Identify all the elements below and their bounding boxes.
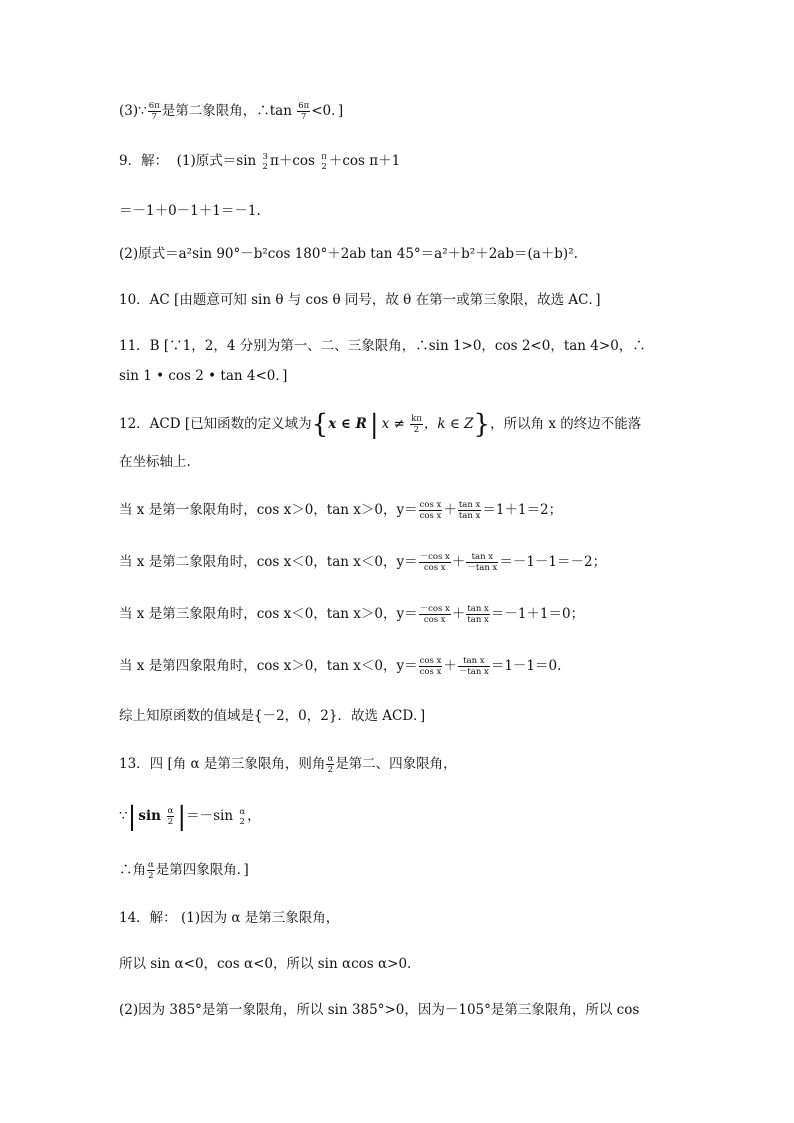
vertical-bar: | (369, 409, 379, 440)
text-line (119, 754, 457, 775)
left-brace: { (311, 409, 329, 440)
text: (3)∵ (119, 103, 147, 119)
numerator: tan x (458, 500, 481, 510)
text: ＝1＋1＝2； (482, 502, 563, 518)
fraction (147, 860, 155, 881)
denominator: －tan x (458, 667, 489, 677)
numerator: －cos x (419, 604, 450, 614)
text-line: 14．解： (1)因为 α 是第三象限角， (119, 910, 340, 926)
fraction (458, 500, 481, 521)
fraction (148, 101, 161, 122)
denominator: 2 (148, 871, 154, 881)
numerator: kπ (411, 414, 422, 424)
text: ， (247, 808, 261, 824)
denominator: 2 (239, 816, 245, 827)
numerator: α (148, 860, 154, 870)
text: ＝1－1＝0. (490, 658, 562, 674)
text: ＝－sin (186, 808, 238, 824)
text: ＝－1＋1＝0； (490, 606, 585, 622)
text: ，所以角 x 的终边不能落 (490, 416, 642, 432)
fraction (167, 806, 175, 827)
denominator: 2 (413, 425, 420, 435)
denominator: cos x (423, 563, 446, 573)
text-line (119, 552, 606, 573)
fraction (410, 414, 423, 435)
text-line: 11．B [∵1，2，4 分别为第一、二、三象限角，∴sin 1>0，cos 2<0，tan 4>0，∴ (119, 338, 646, 354)
text: π＋cos (269, 153, 320, 169)
text-line (119, 860, 249, 881)
denominator: 2 (262, 161, 268, 172)
text-line (119, 656, 561, 677)
set-condition: ，k ∈ Z (423, 416, 474, 432)
denominator: cos x (423, 615, 446, 625)
text-line: sin 1 • cos 2 • tan 4<0．] (119, 368, 288, 384)
fraction (297, 101, 310, 122)
text: 当 x 是第一象限角时，cos x＞0，tan x＞0，y＝ (119, 502, 418, 518)
set-condition: x ≠ (381, 416, 410, 432)
denominator: 2 (327, 765, 334, 775)
denominator: cos x (419, 667, 442, 677)
text: ∵ (119, 808, 128, 824)
plus: ＋ (443, 658, 457, 674)
text: 12．ACD [已知函数的定义域为 (119, 416, 312, 432)
text: 9．解： (1)原式＝sin (119, 153, 261, 169)
plus: ＋ (443, 502, 457, 518)
text-line: (2)因为 385°是第一象限角，所以 sin 385°>0，因为－105°是第三象限角，所以 cos (119, 1002, 640, 1018)
denominator: 7 (151, 112, 157, 122)
fraction (458, 656, 490, 677)
fraction (262, 152, 269, 172)
text: ∴角 (119, 862, 146, 878)
numerator: α (327, 754, 334, 764)
text: 当 x 是第二象限角时，cos x＜0，tan x＜0，y＝ (119, 554, 418, 570)
text-line: 在坐标轴上. (119, 454, 191, 470)
text: 13．四 [角 α 是第三象限角，则角 (119, 756, 326, 772)
text: 是第四象限角．] (155, 862, 249, 878)
text: 是第二、四象限角， (335, 756, 457, 772)
numerator: cos x (419, 500, 442, 510)
numerator: －cos x (419, 552, 450, 562)
text: 当 x 是第三象限角时，cos x＜0，tan x＞0，y＝ (119, 606, 418, 622)
text: 是第二象限角，∴tan (161, 103, 297, 119)
numerator: tan x (466, 552, 498, 563)
text-line (119, 409, 642, 440)
fraction (419, 552, 451, 573)
fraction (466, 552, 498, 573)
denominator: tan x (467, 615, 489, 625)
numerator: tan x (467, 604, 489, 614)
fraction (238, 807, 246, 827)
numerator: α (167, 806, 174, 816)
fraction (466, 604, 489, 625)
text-line: (2)原式＝a²sin 90°－b²cos 180°＋2ab tan 45°＝a²＋b²＋2ab＝(a＋b)². (119, 246, 578, 262)
fraction (419, 656, 443, 677)
numerator: π (321, 151, 327, 162)
fraction (320, 152, 328, 172)
numerator: 6π (148, 101, 160, 111)
abs-bar-left: | (127, 801, 137, 832)
text-line: 综上知原函数的值域是{－2，0，2}．故选 ACD．] (119, 708, 426, 724)
plus: ＋ (451, 606, 466, 622)
denominator: 2 (167, 817, 174, 827)
numerator: α (239, 806, 246, 817)
text: ＋cos π＋1 (328, 153, 401, 169)
text-line (119, 151, 400, 172)
denominator: cos x (419, 511, 442, 521)
text-line: 所以 sin α<0，cos α<0，所以 sin αcos α>0. (119, 956, 412, 972)
set-element: x ∈ R (328, 416, 367, 432)
denominator: 7 (300, 112, 307, 122)
right-brace: } (473, 409, 491, 440)
text: <0．] (311, 103, 344, 119)
denominator: tan x (458, 511, 481, 521)
text-line: 10．AC [由题意可知 sin θ 与 cos θ 同号，故 θ 在第一或第三象限，故选 AC．] (119, 292, 601, 308)
text: ＝－1－1＝－2； (499, 554, 607, 570)
numerator: tan x (458, 656, 490, 667)
denominator: 2 (321, 161, 327, 172)
text-line (119, 604, 584, 625)
text-line (119, 101, 343, 122)
text-line (119, 801, 261, 832)
numerator: 3 (262, 151, 268, 162)
text: sin (138, 808, 166, 824)
text-line: ＝－1＋0－1＋1＝－1. (119, 203, 261, 219)
numerator: cos x (419, 656, 442, 666)
fraction (419, 500, 443, 521)
text: 当 x 是第四象限角时，cos x＞0，tan x＜0，y＝ (119, 658, 418, 674)
fraction (326, 754, 334, 775)
numerator: 6π (298, 101, 310, 111)
fraction (419, 604, 451, 625)
plus: ＋ (451, 554, 466, 570)
denominator: －tan x (467, 563, 498, 573)
abs-bar-right: | (177, 801, 187, 832)
text-line (119, 500, 562, 521)
